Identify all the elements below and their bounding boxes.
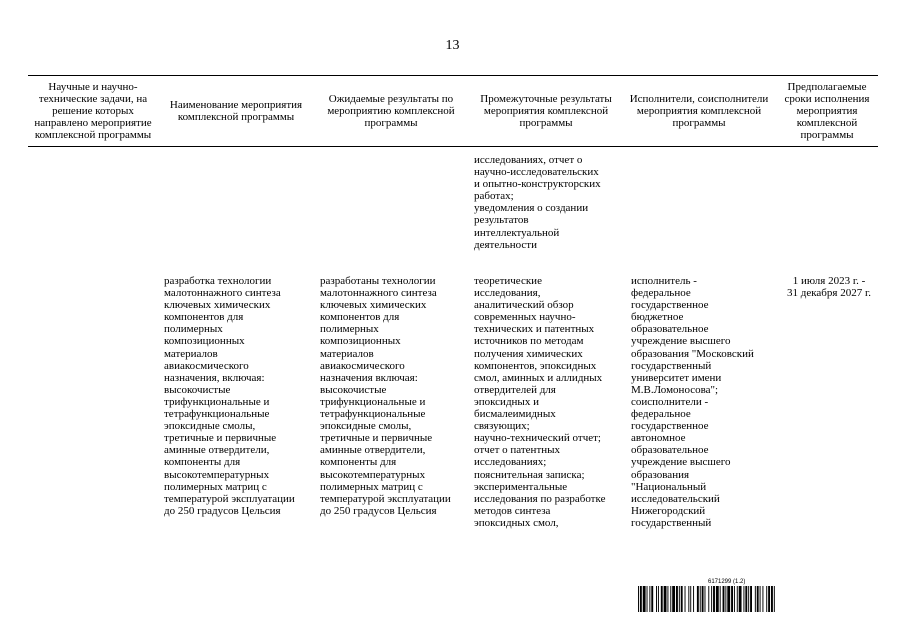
cell-deadline: 1 июля 2023 г. - 31 декабря 2027 г. [787, 275, 871, 300]
cell-executors: исполнитель - федеральное государственное бюджетное образовательное учреждение высшего образования "Московский государственный университет имени М.В.Ломоносова"; соисполнители - федеральное государственное автономное образовательное учреждение высшего образования "Национальный исследовательский Нижегородский государственный [631, 275, 754, 529]
cell-intermediate-results: теоретические исследования, аналитический обзор современных научно- технических и патентных источников по методам получения химических компонентов, эпоксидных смол, аминных и аллидных отвердителей для эпоксидных и бисмалеимидных связующих; научно-технический отчет; отчет о патентных исследованиях; пояснительная записка; экспериментальные исследования по разработке методов синтеза эпоксидных смол, [474, 275, 606, 529]
barcode-caption: 6171299 (1.2) [708, 579, 746, 585]
header-cell-name: Наименование мероприятия комплексной программы [169, 99, 303, 123]
cell-expected-results: разработаны технологии малотоннажного синтеза ключевых химических компонентов для полимерных композиционных материалов авиакосмического назначения включая: высокочистые трифункциональные и тетрафункциональные эпоксидные смолы, третичные и первичные аминные отвердители, компоненты для высокотемпературных полимерных матриц с температурой эксплуатации до 250 градусов Цельсия [320, 275, 451, 517]
header-cell-expected: Ожидаемые результаты по мероприятию комплексной программы [327, 93, 455, 129]
header-top-rule [28, 75, 878, 76]
header-cell-tasks: Научные и научно-технические задачи, на решение которых направлено мероприятие комплексной программы [34, 81, 152, 141]
header-bottom-rule [28, 146, 878, 147]
header-cell-deadline: Предполагаемые сроки исполнения мероприятия комплексной программы [784, 81, 870, 141]
header-cell-executors: Исполнители, соисполнители мероприятия комплексной программы [629, 93, 769, 129]
header-cell-intermediate: Промежуточные результаты мероприятия комплексной программы [480, 93, 612, 129]
barcode-icon [638, 586, 884, 612]
cell-event-name: разработка технологии малотоннажного синтеза ключевых химических компонентов для полимерных композиционных материалов авиакосмического назначения, включая: высокочистые трифункциональные и тетрафункциональные эпоксидные смолы, третичные и первичные аминные отвердители, компоненты для высокотемпературных полимерных матриц с температурой эксплуатации до 250 градусов Цельсия [164, 275, 295, 517]
page-number: 13 [445, 38, 460, 53]
continuation-intermediate-results: исследованиях, отчет о научно-исследовательских и опытно-конструкторских работах; уведомления о создании результатов интеллектуальной деятельности [474, 154, 601, 251]
